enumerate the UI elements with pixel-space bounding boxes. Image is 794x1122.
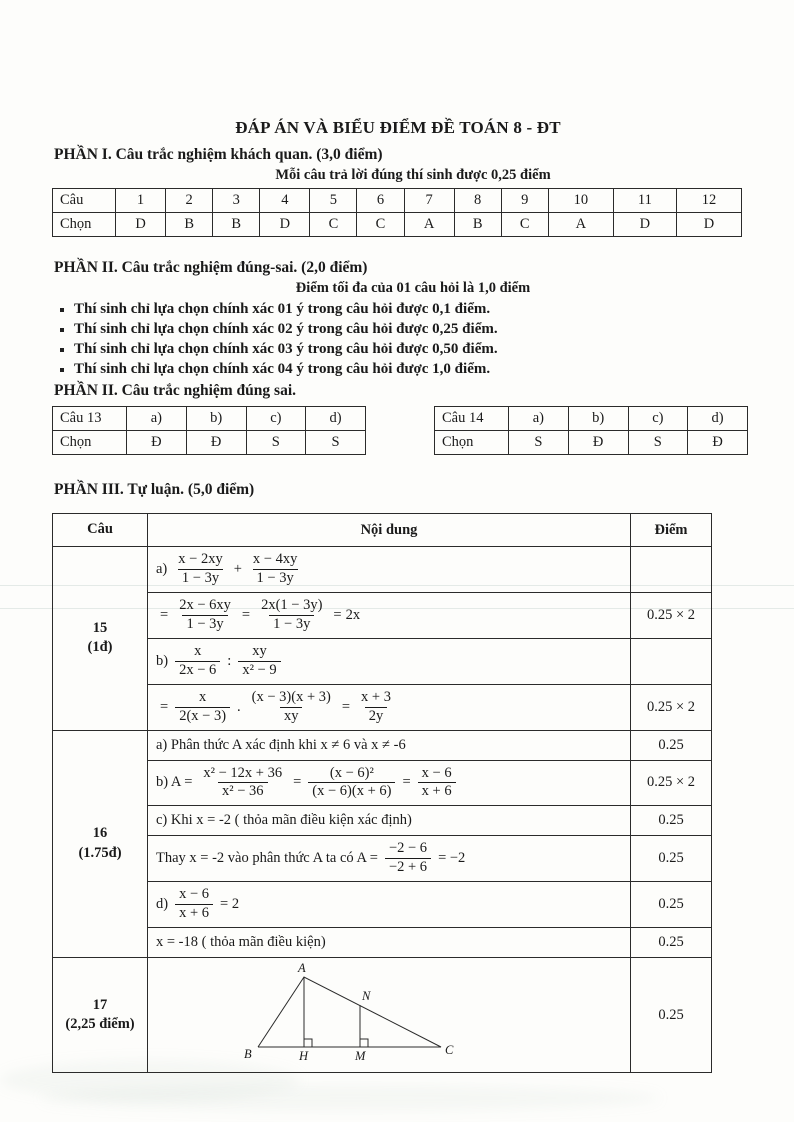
fraction: $\frac{\text{x² − 12x + 36}}{\text{x² − 36}}$: [203, 764, 283, 800]
part3-heading: PHẦN III. Tự luận. (5,0 điểm): [54, 481, 255, 498]
cell-score-17: 0.25: [631, 958, 712, 1073]
figure-label-B: B: [244, 1047, 252, 1062]
table-row-q16e: [53, 928, 712, 958]
part1-answer-table: [52, 188, 742, 237]
cell-answer: A: [548, 213, 613, 237]
list-item: Thí sinh chỉ lựa chọn chính xác 02 ý trong câu hỏi được 0,25 điểm.: [58, 321, 748, 338]
row-label-chon: Chọn: [435, 431, 509, 455]
fraction: $\frac{\text{(x − 6)²}}{(x - 6)(x + 6)}$: [308, 766, 395, 801]
operator-divide: :: [227, 652, 232, 669]
part3-solution-table: [52, 513, 712, 1073]
cell-option: a): [127, 407, 187, 431]
page-title: ĐÁP ÁN VÀ BIỂU ĐIỂM ĐỀ TOÁN 8 - ĐT: [235, 118, 561, 137]
solution-text: a) Phân thức A xác định khi x ≠ 6 và x ≠ -6: [156, 736, 406, 753]
table-row-q16c2: [53, 836, 712, 882]
cell-option: d): [688, 407, 748, 431]
cell-option: d): [306, 407, 366, 431]
cell-option: b): [186, 407, 246, 431]
cell-number: 2: [166, 189, 213, 213]
fraction: $\frac{x}{2x - 6}$: [175, 644, 220, 679]
question-points: (1đ): [87, 639, 113, 656]
cell-option: a): [509, 407, 569, 431]
part2-bullet-list: [48, 301, 748, 378]
cell-number: 12: [676, 189, 741, 213]
cell-score-16c: 0.25: [631, 806, 712, 836]
cell-score-16a: 0.25: [631, 730, 712, 760]
part1-heading: PHẦN I. Câu trắc nghiệm khách quan. (3,0 điểm): [54, 146, 383, 163]
fraction: $\frac{x}{2(x - 3)}$: [175, 690, 230, 725]
table-row-q15b2: [53, 684, 712, 730]
cell-answer: Đ: [186, 431, 246, 455]
cell-option: b): [568, 407, 628, 431]
fraction: $\frac{2x - 6xy}{1 - 3y}$: [179, 596, 231, 632]
item-label-b: b) A =: [156, 774, 193, 791]
cell-answer: D: [260, 213, 310, 237]
row-label-chon: Chọn: [53, 431, 127, 455]
table-row: [53, 431, 366, 455]
cell-answer: B: [213, 213, 260, 237]
cell-solution-15a: [148, 547, 631, 593]
cell-answer: Đ: [688, 431, 748, 455]
math-line: Thay x = -2 vào phân thức A ta có A = $\frac{-2 - 6}{-2 + 6}$ = −2: [156, 840, 466, 876]
cell-solution-17: [148, 958, 631, 1073]
fraction: $\frac{(x - 3)(x + 3)}{xy}$: [251, 688, 331, 724]
part2-table-q14: [434, 406, 748, 455]
figure-label-C: C: [445, 1043, 454, 1058]
table-row: [435, 407, 748, 431]
row-label-cau: Câu: [53, 189, 116, 213]
cell-answer: C: [501, 213, 548, 237]
cell-solution-16d: [148, 882, 631, 928]
figure-label-A: A: [298, 961, 306, 976]
cell-answer: D: [613, 213, 676, 237]
result: 2x: [345, 606, 361, 623]
cell-answer: Đ: [568, 431, 628, 455]
part2-table-q13: [52, 406, 366, 455]
cell-score-empty: [631, 547, 712, 593]
cell-question-16: [53, 730, 148, 958]
cell-option: c): [246, 407, 306, 431]
table-row-q16c: [53, 806, 712, 836]
cell-question-17: [53, 958, 148, 1073]
cell-score-16b: 0.25 × 2: [631, 760, 712, 806]
part2-note: Điểm tối đa của 01 câu hỏi là 1,0 điểm: [295, 280, 531, 296]
list-item: Thí sinh chỉ lựa chọn chính xác 04 ý trong câu hỏi được 1,0 điểm.: [58, 361, 748, 378]
question-number: 17: [92, 996, 108, 1013]
cell-answer: B: [454, 213, 501, 237]
item-label-b: b): [156, 652, 169, 669]
part2-heading-2: PHẦN II. Câu trắc nghiệm đúng sai.: [54, 382, 296, 399]
math-line: b) A = $\frac{\text{x² − 12x + 36}}{\text{x² − 36}}$ = $\frac{\text{(x − 6)²}}{(x - 6)(x + 6)}$ = $\frac{x - 6}{x + 6}$: [156, 764, 622, 803]
math-line: = $\frac{x}{2(x - 3)}$ . $\frac{(x - 3)(x + 3)}{xy}$ = $\frac{x + 3}{2y}$: [156, 688, 622, 727]
cell-number: 9: [501, 189, 548, 213]
cell-solution-15b-cont: [148, 684, 631, 730]
list-item: Thí sinh chỉ lựa chọn chính xác 03 ý trong câu hỏi được 0,50 điểm.: [58, 341, 748, 358]
cell-answer: S: [628, 431, 688, 455]
question-points: (1.75đ): [78, 844, 122, 861]
part1-note: Mỗi câu trả lời đúng thí sinh được 0,25 điểm: [275, 167, 551, 183]
table-row-q16b: [53, 760, 712, 806]
cell-score-16c2: 0.25: [631, 836, 712, 882]
cell-answer: S: [509, 431, 569, 455]
cell-number: 7: [404, 189, 454, 213]
table-row: [435, 431, 748, 455]
cell-solution-15b: [148, 638, 631, 684]
document-content: [48, 0, 748, 1073]
figure-label-H: H: [299, 1049, 309, 1064]
part2-heading: PHẦN II. Câu trắc nghiệm đúng-sai. (2,0 điểm): [54, 259, 368, 276]
cell-number: 5: [310, 189, 357, 213]
cell-number: 6: [357, 189, 404, 213]
cell-number: 4: [260, 189, 310, 213]
cell-number: 11: [613, 189, 676, 213]
cell-answer: A: [404, 213, 454, 237]
table-row-q15b: [53, 638, 712, 684]
cell-label: Câu 13: [53, 407, 127, 431]
column-header-diem: Điểm: [631, 514, 712, 547]
cell-score-15b: 0.25 × 2: [631, 684, 712, 730]
table-row-q16a: [53, 730, 712, 760]
cell-answer: D: [116, 213, 166, 237]
fraction: $\frac{x - 6}{x + 6}$: [175, 887, 213, 922]
cell-number: 1: [116, 189, 166, 213]
question-number: 16: [92, 825, 108, 842]
cell-score-16d: 0.25: [631, 882, 712, 928]
cell-answer: D: [676, 213, 741, 237]
list-item: Thí sinh chỉ lựa chọn chính xác 01 ý trong câu hỏi được 0,1 điểm.: [58, 301, 748, 318]
table-row-q15a: [53, 547, 712, 593]
table-row: [53, 213, 742, 237]
question-number: 15: [92, 619, 108, 636]
table-row: [53, 407, 366, 431]
question-points: (2,25 điểm): [65, 1016, 135, 1033]
table-header-row: [53, 514, 712, 547]
math-line: [156, 550, 622, 589]
cell-answer: S: [306, 431, 366, 455]
figure-label-N: N: [362, 989, 371, 1004]
fraction: $\frac{x - 6}{x + 6}$: [418, 766, 456, 801]
column-header-cau: Câu: [53, 514, 148, 547]
cell-score-15a: 0.25 × 2: [631, 592, 712, 638]
cell-solution-16c-cont: [148, 836, 631, 882]
fraction: $\frac{2x(1 - 3y)}{1 - 3y}$: [261, 596, 323, 632]
operator-dot: .: [237, 698, 241, 715]
cell-score-empty: [631, 638, 712, 684]
cell-solution-16a: [148, 730, 631, 760]
table-row: [53, 189, 742, 213]
triangle-figure: [236, 961, 486, 1064]
cell-answer: B: [166, 213, 213, 237]
figure-label-M: M: [355, 1049, 366, 1064]
cell-option: c): [628, 407, 688, 431]
cell-number: 10: [548, 189, 613, 213]
operator-plus: +: [233, 560, 242, 577]
table-row-q15a2: [53, 592, 712, 638]
fraction: $\frac{x - 2xy}{1 - 3y}$: [178, 551, 223, 586]
solution-text: Thay x = -2 vào phân thức A ta có A =: [156, 850, 378, 867]
fraction: $\frac{xy}{\text{x² − 9}}$: [238, 644, 280, 679]
math-line: [156, 642, 622, 681]
cell-question-15: [53, 547, 148, 731]
item-label-d: d): [156, 896, 169, 913]
column-header-noidung: Nội dung: [148, 514, 631, 547]
solution-text: x = -18 ( thỏa mãn điều kiện): [156, 934, 326, 951]
cell-solution-16-final: [148, 928, 631, 958]
cell-answer: C: [357, 213, 404, 237]
cell-solution-15a-cont: [148, 592, 631, 638]
table-row-q17: [53, 958, 712, 1073]
table-row-q16d: [53, 882, 712, 928]
fraction: $\frac{-2 - 6}{-2 + 6}$: [385, 841, 431, 876]
scan-artifact-blob: [40, 1085, 660, 1111]
math-line: = $\frac{2x - 6xy}{1 - 3y}$ = $\frac{2x(1 - 3y)}{1 - 3y}$ = 2x: [160, 596, 361, 632]
fraction: $\frac{x - 4xy}{1 - 3y}$: [252, 551, 298, 586]
cell-number: 3: [213, 189, 260, 213]
math-line: d) $\frac{x - 6}{x + 6}$ = 2: [156, 886, 240, 922]
cell-solution-16c: [148, 806, 631, 836]
cell-label: Câu 14: [435, 407, 509, 431]
cell-answer: C: [310, 213, 357, 237]
part2-answer-tables: [52, 406, 748, 455]
cell-score-16e: 0.25: [631, 928, 712, 958]
cell-solution-16b: [148, 760, 631, 806]
cell-answer: S: [246, 431, 306, 455]
cell-answer: Đ: [127, 431, 187, 455]
cell-number: 8: [454, 189, 501, 213]
item-label-a: a): [156, 560, 168, 577]
row-label-chon: Chọn: [53, 213, 116, 237]
fraction: $\frac{x + 3}{2y}$: [361, 688, 391, 724]
solution-text: c) Khi x = -2 ( thỏa mãn điều kiện xác định): [156, 812, 412, 829]
